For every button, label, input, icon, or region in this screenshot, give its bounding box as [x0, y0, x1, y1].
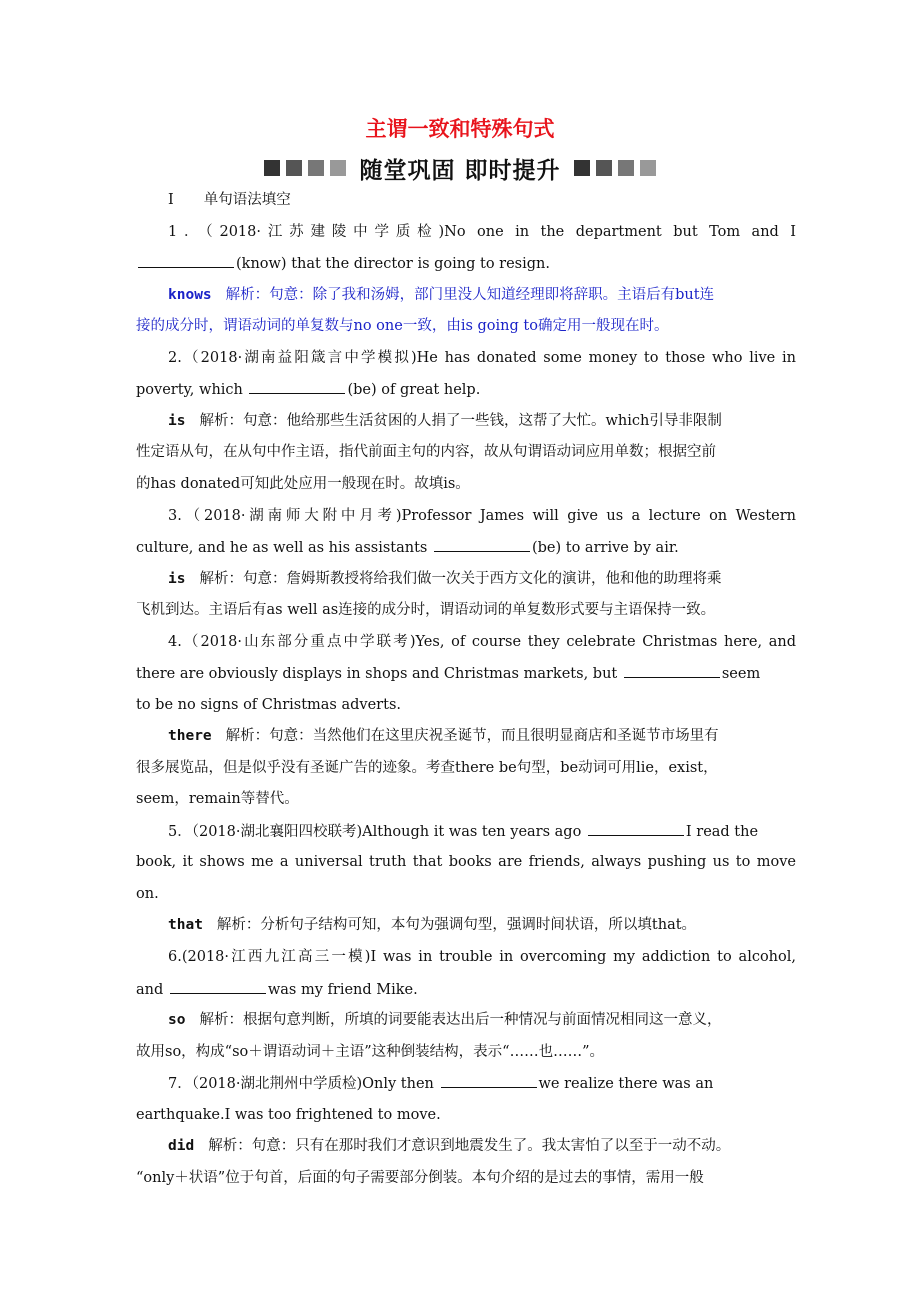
question-2-line-1: 2.（2018·湖南益阳箴言中学模拟)He has donated some money to those who live in [168, 350, 796, 366]
question-7-explanation: did 解析：句意：只有在那时我们才意识到地震发生了。我太害怕了以至于一动不动。 [168, 1138, 731, 1154]
question-4-line-3: to be no signs of Christmas adverts. [136, 697, 401, 713]
explanation-line: 飞机到达。主语后有as well as连接的成分时，谓语动词的单复数形式要与主语保持一致。 [136, 602, 716, 618]
answer-blank [249, 379, 345, 394]
section-label: 单句语法填空 [203, 192, 291, 208]
question-4-explanation: there 解析：句意：当然他们在这里庆祝圣诞节，而且很明显商店和圣诞节市场里有 [168, 728, 719, 744]
explanation-line: 接的成分时，谓语动词的单复数与no one一致，由is going to确定用一般现在时。 [136, 318, 669, 334]
explanation-line: “only＋状语”位于句首，后面的句子需要部分倒装。本句介绍的是过去的事情，需用一般 [136, 1170, 704, 1186]
question-4-line-2: there are obviously displays in shops and Christmas markets, but seem [136, 663, 796, 684]
section-number: Ⅰ [168, 192, 174, 208]
banner-square [308, 160, 324, 176]
answer-text: so [168, 1012, 186, 1028]
answer-blank [138, 253, 234, 268]
answer-blank [624, 663, 720, 678]
question-6-line-2: and was my friend Mike. [136, 979, 796, 1000]
explanation-line: 故用so，构成“so＋谓语动词＋主语”这种倒装结构，表示“……也……”。 [136, 1044, 604, 1060]
answer-text: that [168, 917, 203, 933]
question-5-line-1: 5．（2018·湖北襄阳四校联考)Although it was ten years ago I read the [168, 821, 796, 842]
answer-text: did [168, 1138, 195, 1154]
question-3-line-1: 3.（2018·湖南师大附中月考)Professor James will give us a lecture on Western [168, 508, 796, 524]
question-5-line-3: on. [136, 886, 159, 902]
banner-square [286, 160, 302, 176]
banner-square [330, 160, 346, 176]
banner-text: 随堂巩固 即时提升 [359, 157, 561, 184]
question-3-explanation: is 解析：句意：詹姆斯教授将给我们做一次关于西方文化的演讲，他和他的助理将乘 [168, 571, 722, 587]
question-6-explanation: so 解析：根据句意判断，所填的词要能表达出后一种情况与前面情况相同这一意义， [168, 1012, 722, 1028]
banner-square [596, 160, 612, 176]
question-7-line-2: earthquake.I was too frightened to move. [136, 1107, 441, 1123]
explanation-line: 性定语从句，在从句中作主语，指代前面主句的内容，故从句谓语动词应用单数；根据空前 [136, 444, 716, 460]
section-heading [168, 190, 796, 210]
answer-text: there [168, 728, 212, 744]
banner-square [640, 160, 656, 176]
question-2-explanation: is 解析：句意：他给那些生活贫困的人捐了一些钱，这帮了大忙。which引导非限制 [168, 413, 722, 429]
answer-text: is [168, 413, 186, 429]
explanation-line: 的has donated可知此处应用一般现在时。故填is。 [136, 476, 470, 492]
answer-blank [588, 821, 684, 836]
question-1-line-2: (know) that the director is going to resign. [136, 253, 796, 274]
question-5-line-2: book, it shows me a universal truth that books are friends, always pushing us to move [136, 854, 796, 870]
answer-text: is [168, 571, 186, 587]
explanation-line: 很多展览品，但是似乎没有圣诞广告的迹象。考查there be句型，be动词可用lie，exist， [136, 760, 718, 776]
question-1-line-1: 1．（2018·江苏建陵中学质检)No one in the department but Tom and I [168, 224, 796, 240]
question-2-line-2: poverty, which (be) of great help. [136, 379, 796, 400]
explanation-line: seem，remain等替代。 [136, 791, 299, 807]
question-1-explanation: knows 解析：句意：除了我和汤姆，部门里没人知道经理即将辞职。主语后有but连 [168, 287, 715, 303]
question-6-line-1: 6.(2018·江西九江高三一模)I was in trouble in overcoming my addiction to alcohol, [168, 949, 796, 965]
question-4-line-1: 4.（2018·山东部分重点中学联考)Yes, of course they celebrate Christmas here, and [168, 634, 796, 650]
question-3-line-2: culture, and he as well as his assistants (be) to arrive by air. [136, 537, 796, 558]
page-title: 主谓一致和特殊句式 [365, 117, 555, 141]
banner-square [618, 160, 634, 176]
section-banner [0, 150, 920, 186]
answer-blank [170, 979, 266, 994]
banner-square [574, 160, 590, 176]
question-7-line-1: 7．（2018·湖北荆州中学质检)Only then we realize there was an [168, 1073, 796, 1094]
answer-blank [441, 1073, 537, 1088]
banner-square [264, 160, 280, 176]
question-5-explanation: that 解析：分析句子结构可知，本句为强调句型，强调时间状语，所以填that。 [168, 917, 697, 933]
answer-blank [434, 537, 530, 552]
answer-text: knows [168, 287, 212, 303]
